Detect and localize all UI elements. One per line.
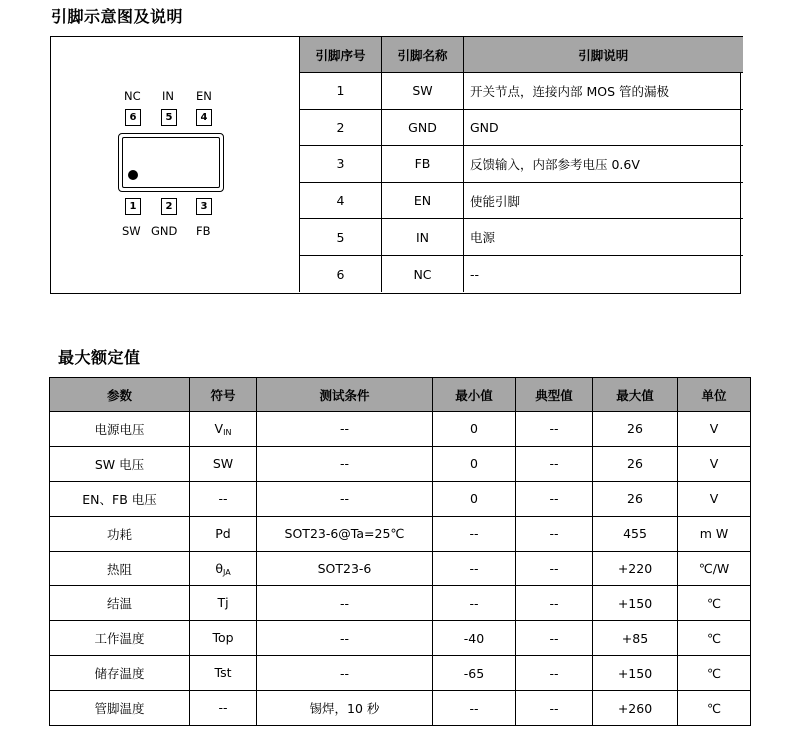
typ-cell: -- (516, 481, 593, 516)
symbol-cell (190, 621, 257, 656)
pin-description: 开关节点，连接内部 MOS 管的漏极 (464, 73, 743, 110)
symbol-main: -- (218, 490, 228, 506)
symbol-main: V (214, 420, 224, 436)
pin-table-header-row (300, 37, 743, 73)
pin-label-en: EN (196, 89, 212, 103)
pin-description-table (299, 36, 743, 292)
pin-label-fb: FB (196, 224, 211, 238)
chip-inner-outline (122, 137, 220, 188)
symbol-main: Tj (217, 595, 229, 611)
min-cell: -- (433, 551, 516, 586)
pin1-marker-dot (128, 170, 138, 180)
pin-number: 5 (300, 219, 382, 256)
symbol-main: -- (218, 700, 228, 716)
param-cell: 电源电压 (50, 412, 190, 447)
table-row (50, 656, 751, 691)
symbol-main: Pd (215, 525, 231, 541)
pin-label-sw: SW (122, 224, 141, 238)
max-cell: +85 (593, 621, 678, 656)
symbol-sub: JA (222, 567, 231, 577)
header-typ: 典型值 (516, 378, 593, 412)
pin-description: 使能引脚 (464, 182, 743, 219)
pin-label-gnd: GND (151, 224, 178, 238)
pin-name: SW (382, 73, 464, 110)
pin-description: -- (464, 255, 743, 292)
pin-section-title: 引脚示意图及说明 (51, 7, 184, 26)
param-cell: SW 电压 (50, 446, 190, 481)
unit-cell: ℃ (678, 656, 751, 691)
param-cell: 储存温度 (50, 656, 190, 691)
param-cell: 结温 (50, 586, 190, 621)
max-cell: +220 (593, 551, 678, 586)
pin-number: 2 (300, 109, 382, 146)
symbol-main: Top (212, 630, 234, 646)
pin-label-in: IN (162, 89, 174, 103)
pin-number: 3 (300, 146, 382, 183)
table-row (50, 481, 751, 516)
typ-cell: -- (516, 586, 593, 621)
condition-cell: 锡焊，10 秒 (257, 691, 433, 726)
table-row (300, 255, 743, 292)
pin-box-2: 2 (161, 198, 177, 215)
max-ratings-title: 最大额定值 (58, 348, 141, 367)
symbol-cell (190, 446, 257, 481)
min-cell: -40 (433, 621, 516, 656)
table-row (50, 412, 751, 447)
condition-cell: -- (257, 412, 433, 447)
pin-box-6: 6 (125, 109, 141, 126)
param-cell: 功耗 (50, 516, 190, 551)
symbol-cell (190, 516, 257, 551)
condition-cell: -- (257, 446, 433, 481)
max-cell: +150 (593, 586, 678, 621)
min-cell: 0 (433, 481, 516, 516)
table-row (50, 551, 751, 586)
param-cell: 热阻 (50, 551, 190, 586)
param-cell: 管脚温度 (50, 691, 190, 726)
header-max: 最大值 (593, 378, 678, 412)
table-row (50, 446, 751, 481)
unit-cell: m W (678, 516, 751, 551)
max-cell: 26 (593, 481, 678, 516)
typ-cell: -- (516, 412, 593, 447)
min-cell: -- (433, 691, 516, 726)
pin-name: GND (382, 109, 464, 146)
pin-description: 电源 (464, 219, 743, 256)
min-cell: -- (433, 516, 516, 551)
min-cell: -- (433, 586, 516, 621)
pin-box-3: 3 (196, 198, 212, 215)
header-min: 最小值 (433, 378, 516, 412)
symbol-cell (190, 481, 257, 516)
pin-box-1: 1 (125, 198, 141, 215)
param-cell: EN、FB 电压 (50, 481, 190, 516)
unit-cell: V (678, 481, 751, 516)
param-cell: 工作温度 (50, 621, 190, 656)
header-test-condition: 测试条件 (257, 378, 433, 412)
condition-cell: -- (257, 621, 433, 656)
table-row (50, 621, 751, 656)
max-cell: +260 (593, 691, 678, 726)
table-row (50, 586, 751, 621)
max-cell: 455 (593, 516, 678, 551)
unit-cell: ℃ (678, 621, 751, 656)
table-row (300, 73, 743, 110)
unit-cell: ℃/W (678, 551, 751, 586)
typ-cell: -- (516, 656, 593, 691)
table-row (50, 516, 751, 551)
table-row (300, 182, 743, 219)
pin-label-nc: NC (124, 89, 141, 103)
typ-cell: -- (516, 551, 593, 586)
symbol-sub: IN (223, 427, 232, 437)
unit-cell: ℃ (678, 586, 751, 621)
unit-cell: V (678, 446, 751, 481)
pin-name: EN (382, 182, 464, 219)
symbol-main: Tst (214, 665, 232, 681)
min-cell: 0 (433, 446, 516, 481)
pin-box-4: 4 (196, 109, 212, 126)
max-cell: +150 (593, 656, 678, 691)
header-symbol: 符号 (190, 378, 257, 412)
pin-description: GND (464, 109, 743, 146)
header-pin-description: 引脚说明 (464, 37, 743, 73)
table-row (300, 109, 743, 146)
table-row (300, 219, 743, 256)
pin-name: FB (382, 146, 464, 183)
condition-cell: -- (257, 656, 433, 691)
unit-cell: ℃ (678, 691, 751, 726)
header-parameter: 参数 (50, 378, 190, 412)
symbol-cell (190, 551, 257, 586)
max-cell: 26 (593, 446, 678, 481)
pin-box-5: 5 (161, 109, 177, 126)
chip-body (118, 133, 224, 192)
typ-cell: -- (516, 516, 593, 551)
pin-number: 1 (300, 73, 382, 110)
condition-cell: SOT23-6@Ta=25℃ (257, 516, 433, 551)
typ-cell: -- (516, 691, 593, 726)
symbol-main: SW (212, 455, 234, 471)
typ-cell: -- (516, 621, 593, 656)
symbol-cell (190, 656, 257, 691)
unit-cell: V (678, 412, 751, 447)
max-table-header-row (50, 378, 751, 412)
symbol-cell (190, 412, 257, 447)
pin-name: IN (382, 219, 464, 256)
pin-name: NC (382, 255, 464, 292)
condition-cell: -- (257, 586, 433, 621)
min-cell: -65 (433, 656, 516, 691)
table-row (50, 691, 751, 726)
header-pin-number: 引脚序号 (300, 37, 382, 73)
pin-number: 4 (300, 182, 382, 219)
symbol-cell (190, 586, 257, 621)
max-cell: 26 (593, 412, 678, 447)
pin-table-frame (50, 36, 741, 294)
table-row (300, 146, 743, 183)
typ-cell: -- (516, 446, 593, 481)
symbol-main: θ (215, 560, 223, 576)
pin-number: 6 (300, 255, 382, 292)
symbol-cell (190, 691, 257, 726)
max-ratings-table (49, 377, 751, 726)
condition-cell: SOT23-6 (257, 551, 433, 586)
pin-diagram (51, 37, 299, 293)
pin-description: 反馈输入，内部参考电压 0.6V (464, 146, 743, 183)
min-cell: 0 (433, 412, 516, 447)
condition-cell: -- (257, 481, 433, 516)
header-pin-name: 引脚名称 (382, 37, 464, 73)
header-unit: 单位 (678, 378, 751, 412)
